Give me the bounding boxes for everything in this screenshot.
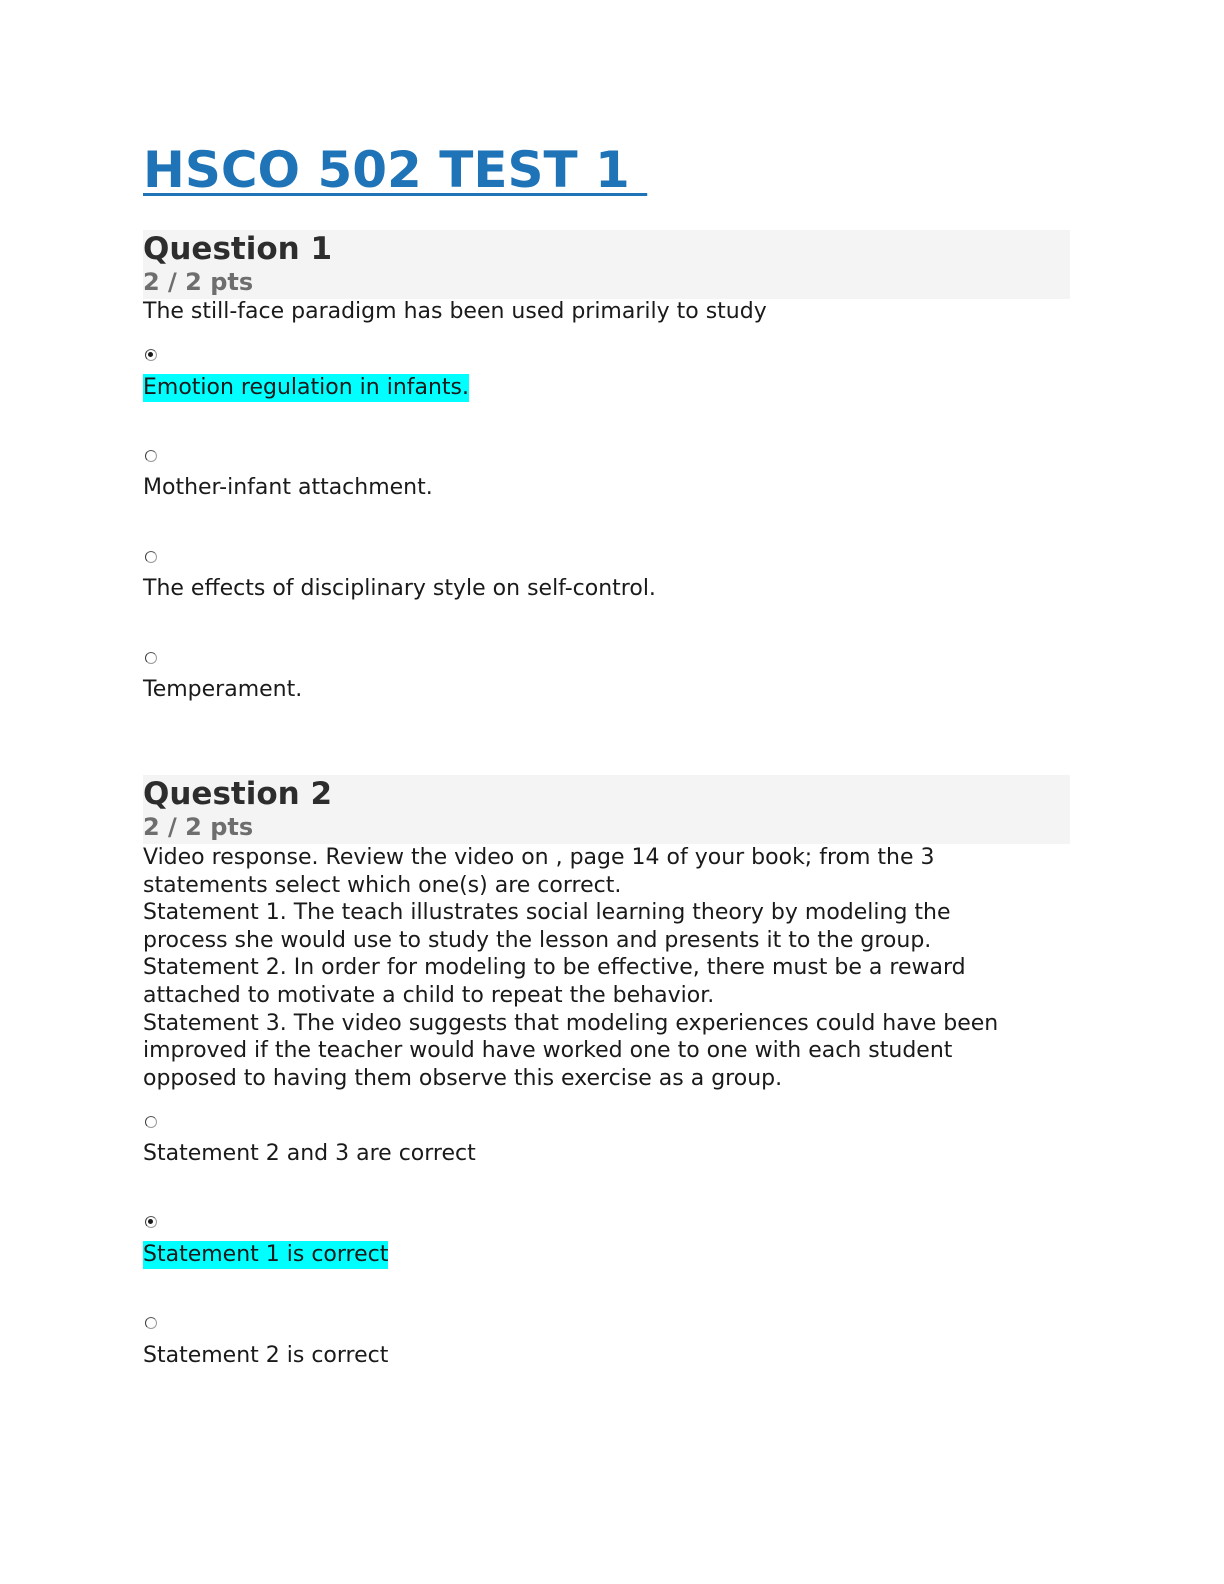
question-2-answer-1-radio[interactable] — [145, 1116, 157, 1128]
question-2-title: Question 2 — [143, 776, 333, 812]
question-1-answer-4-radio[interactable] — [145, 652, 157, 664]
question-2-prompt-line: opposed to having them observe this exercise as a group. — [143, 1065, 783, 1091]
document-title[interactable]: HSCO 502 TEST 1 — [143, 141, 648, 199]
question-2-points: 2 / 2 pts — [143, 813, 254, 841]
question-2-prompt-line: process she would use to study the lesson and presents it to the group. — [143, 927, 932, 953]
question-2-prompt-line: Statement 1. The teach illustrates social learning theory by modeling the — [143, 900, 951, 926]
question-1-prompt-line: The still-face paradigm has been used primarily to study — [143, 299, 767, 324]
question-2-answer-1-label[interactable]: Statement 2 and 3 are correct — [143, 1141, 476, 1166]
question-2-prompt — [143, 844, 1070, 1092]
question-2-answer-2-radio[interactable] — [145, 1216, 157, 1228]
question-2-prompt-line: statements select which one(s) are correct. — [143, 872, 622, 898]
question-2-answer-3-radio[interactable] — [145, 1317, 157, 1329]
question-1-points: 2 / 2 pts — [143, 268, 254, 296]
question-1-title: Question 1 — [143, 231, 333, 267]
question-2-prompt-line: improved if the teacher would have worked one to one with each student — [143, 1038, 953, 1064]
question-1-prompt — [143, 298, 1070, 326]
question-1-answer-2-radio[interactable] — [145, 450, 157, 462]
question-2-prompt-line: Video response. Review the video on , page 14 of your book; from the 3 — [143, 845, 935, 870]
question-1-answer-1-label[interactable]: Emotion regulation in infants. — [143, 375, 470, 400]
question-1-header — [143, 230, 1070, 299]
question-1-answer-1-radio[interactable] — [145, 349, 157, 361]
question-2-answer-3-label[interactable]: Statement 2 is correct — [143, 1343, 389, 1368]
question-1-answer-2-label[interactable]: Mother-infant attachment. — [143, 475, 433, 500]
question-1-answer-3-label[interactable]: The effects of disciplinary style on self-control. — [143, 576, 656, 601]
question-2-prompt-line: attached to motivate a child to repeat the behavior. — [143, 982, 715, 1008]
question-2-header — [143, 775, 1070, 844]
question-2-answer-2-label[interactable]: Statement 1 is correct — [143, 1242, 389, 1267]
question-1-answer-4-label[interactable]: Temperament. — [143, 677, 303, 702]
question-2-prompt-line: Statement 2. In order for modeling to be effective, there must be a reward — [143, 955, 966, 981]
question-2-prompt-line: Statement 3. The video suggests that modeling experiences could have been — [143, 1010, 999, 1036]
question-1-answer-3-radio[interactable] — [145, 551, 157, 563]
